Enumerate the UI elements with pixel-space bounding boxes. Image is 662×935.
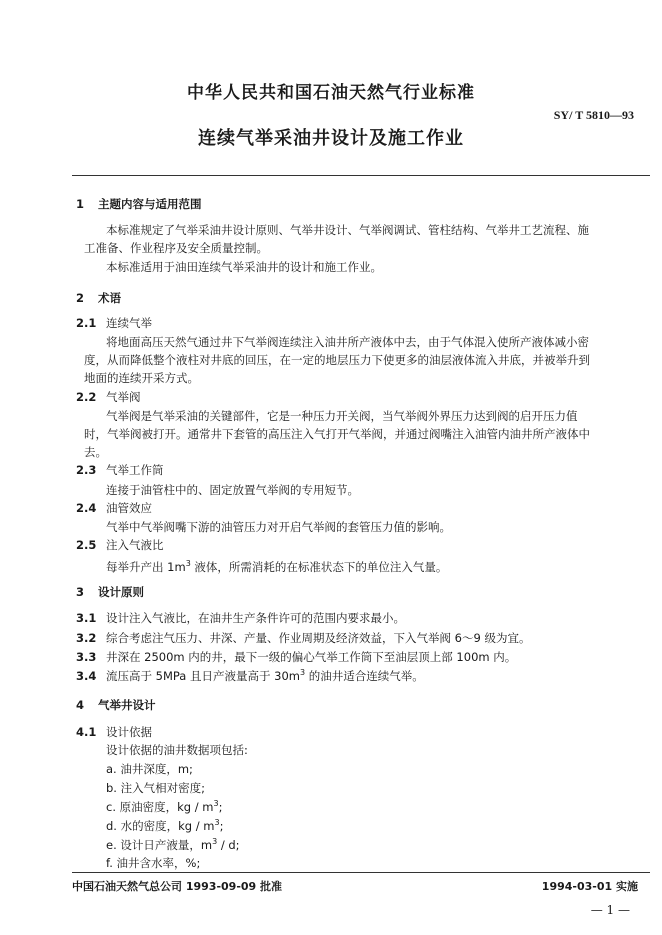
paragraph: 连接于油管柱中的、固定放置气举阀的专用短节。	[106, 483, 359, 497]
section-number: 1	[76, 197, 85, 211]
paragraph: 去。	[84, 445, 107, 459]
section-title: 术语	[98, 291, 121, 305]
term-number: 2.3	[76, 463, 97, 477]
term-title: 油管效应	[106, 501, 152, 515]
text-run: ;	[219, 819, 224, 833]
clause-number: 3.1	[76, 611, 97, 625]
list-item: f. 油井含水率，%;	[106, 856, 201, 870]
clause-3-3	[76, 649, 516, 665]
approval-line: 中国石油天然气总公司 1993-09-09 批准	[72, 880, 283, 893]
term-2-1-heading	[76, 315, 152, 331]
paragraph: 本标准规定了气举采油井设计原则、气举井设计、气举阀调试、管柱结构、气举井工艺流程、施	[106, 223, 589, 237]
section-3-heading	[76, 584, 144, 600]
clause-3-4	[76, 668, 424, 684]
term-title: 连续气举	[106, 316, 152, 330]
paragraph	[106, 555, 447, 576]
clause-number: 3.2	[76, 631, 97, 645]
text-run: 液体，所需消耗的在标准状态下的单位注入气量。	[190, 559, 448, 574]
superscript: 3	[212, 837, 218, 847]
section-number: 2	[76, 291, 85, 305]
clause-text: 的油井适合连续气举。	[305, 669, 424, 683]
standard-body-title: 中华人民共和国石油天然气行业标准	[187, 83, 475, 103]
paragraph: 将地面高压天然气通过井下气举阀连续注入油井所产液体中去，由于气体混入使所产液体减小密	[106, 335, 589, 349]
list-item: a. 油井深度，m;	[106, 762, 193, 776]
clause-title: 设计依据	[106, 725, 152, 739]
list-item	[106, 837, 240, 853]
section-2-heading	[76, 290, 121, 306]
clause-number: 3.3	[76, 650, 97, 664]
superscript: 3	[300, 668, 306, 678]
paragraph: 气举中气举阀嘴下游的油管压力对开启气举阀的套管压力值的影响。	[106, 520, 451, 534]
section-number: 4	[76, 698, 85, 712]
clause-4-1-heading	[76, 724, 152, 740]
clause-text: 综合考虑注气压力、井深、产量、作业周期及经济效益，下入气举阀 6～9 级为宜。	[106, 631, 531, 645]
term-title: 气举工作筒	[106, 463, 164, 477]
term-number: 2.4	[76, 501, 97, 515]
clause-3-2	[76, 630, 530, 646]
list-item: b. 注入气相对密度;	[106, 781, 205, 795]
list-item	[106, 799, 222, 815]
section-title: 气举井设计	[98, 698, 156, 712]
clause-3-1	[76, 610, 405, 626]
paragraph: 度，从而降低整个液柱对井底的回压，在一定的地层压力下使更多的油层液体流入井底，并被举升到	[84, 353, 590, 367]
text-run: / d;	[217, 838, 240, 852]
header-rule	[72, 175, 650, 176]
superscript: 3	[214, 818, 220, 828]
term-number: 2.1	[76, 316, 97, 330]
paragraph: 设计依据的油井数据项包括:	[106, 743, 248, 757]
text-run: 每举升产出 1m	[106, 559, 186, 574]
section-title: 设计原则	[98, 585, 144, 599]
paragraph: 工准备、作业程序及安全质量控制。	[84, 241, 268, 255]
section-4-heading	[76, 697, 156, 713]
paragraph: 气举阀是气举采油的关键部件，它是一种压力开关阀，当气举阀外界压力达到阀的启开压力值	[106, 409, 578, 423]
paragraph: 时，气举阀被打开。通常井下套管的高压注入气打开气举阀，并通过阀嘴注入油管内油井所产液体中	[84, 427, 590, 441]
clause-text: 井深在 2500m 内的井，最下一级的偏心气举工作筒下至油层顶上部 100m 内。	[106, 650, 517, 664]
text-run: ;	[218, 800, 223, 814]
text-run: c. 原油密度，kg / m	[106, 800, 214, 814]
term-number: 2.5	[76, 538, 97, 552]
superscript: 3	[213, 799, 219, 809]
term-title: 气举阀	[106, 390, 141, 404]
standard-code: SY/ T 5810—93	[553, 108, 634, 122]
paragraph: 本标准适用于油田连续气举采油井的设计和施工作业。	[106, 260, 382, 274]
term-2-3-heading	[76, 462, 164, 478]
clause-text: 设计注入气液比，在油井生产条件许可的范围内要求最小。	[106, 611, 405, 625]
document-title: 连续气举采油井设计及施工作业	[198, 128, 464, 149]
term-2-5-heading	[76, 537, 164, 553]
term-title: 注入气液比	[106, 538, 164, 552]
list-item	[106, 818, 223, 834]
text-run: d. 水的密度，kg / m	[106, 819, 215, 833]
effective-date: 1994-03-01 实施	[541, 880, 638, 893]
clause-text: 流压高于 5MPa 且日产液量高于 30m	[106, 669, 301, 683]
footer-rule	[72, 872, 650, 873]
section-number: 3	[76, 585, 85, 599]
term-number: 2.2	[76, 390, 97, 404]
term-2-2-heading	[76, 389, 141, 405]
section-1-heading	[76, 196, 202, 212]
clause-number: 3.4	[76, 669, 97, 683]
page-number: — 1 —	[590, 903, 630, 917]
paragraph: 地面的连续开采方式。	[84, 371, 199, 385]
term-2-4-heading	[76, 500, 152, 516]
clause-number: 4.1	[76, 725, 97, 739]
superscript: 3	[185, 559, 191, 568]
text-run: e. 设计日产液量，m	[106, 838, 213, 852]
section-title: 主题内容与适用范围	[98, 197, 202, 211]
